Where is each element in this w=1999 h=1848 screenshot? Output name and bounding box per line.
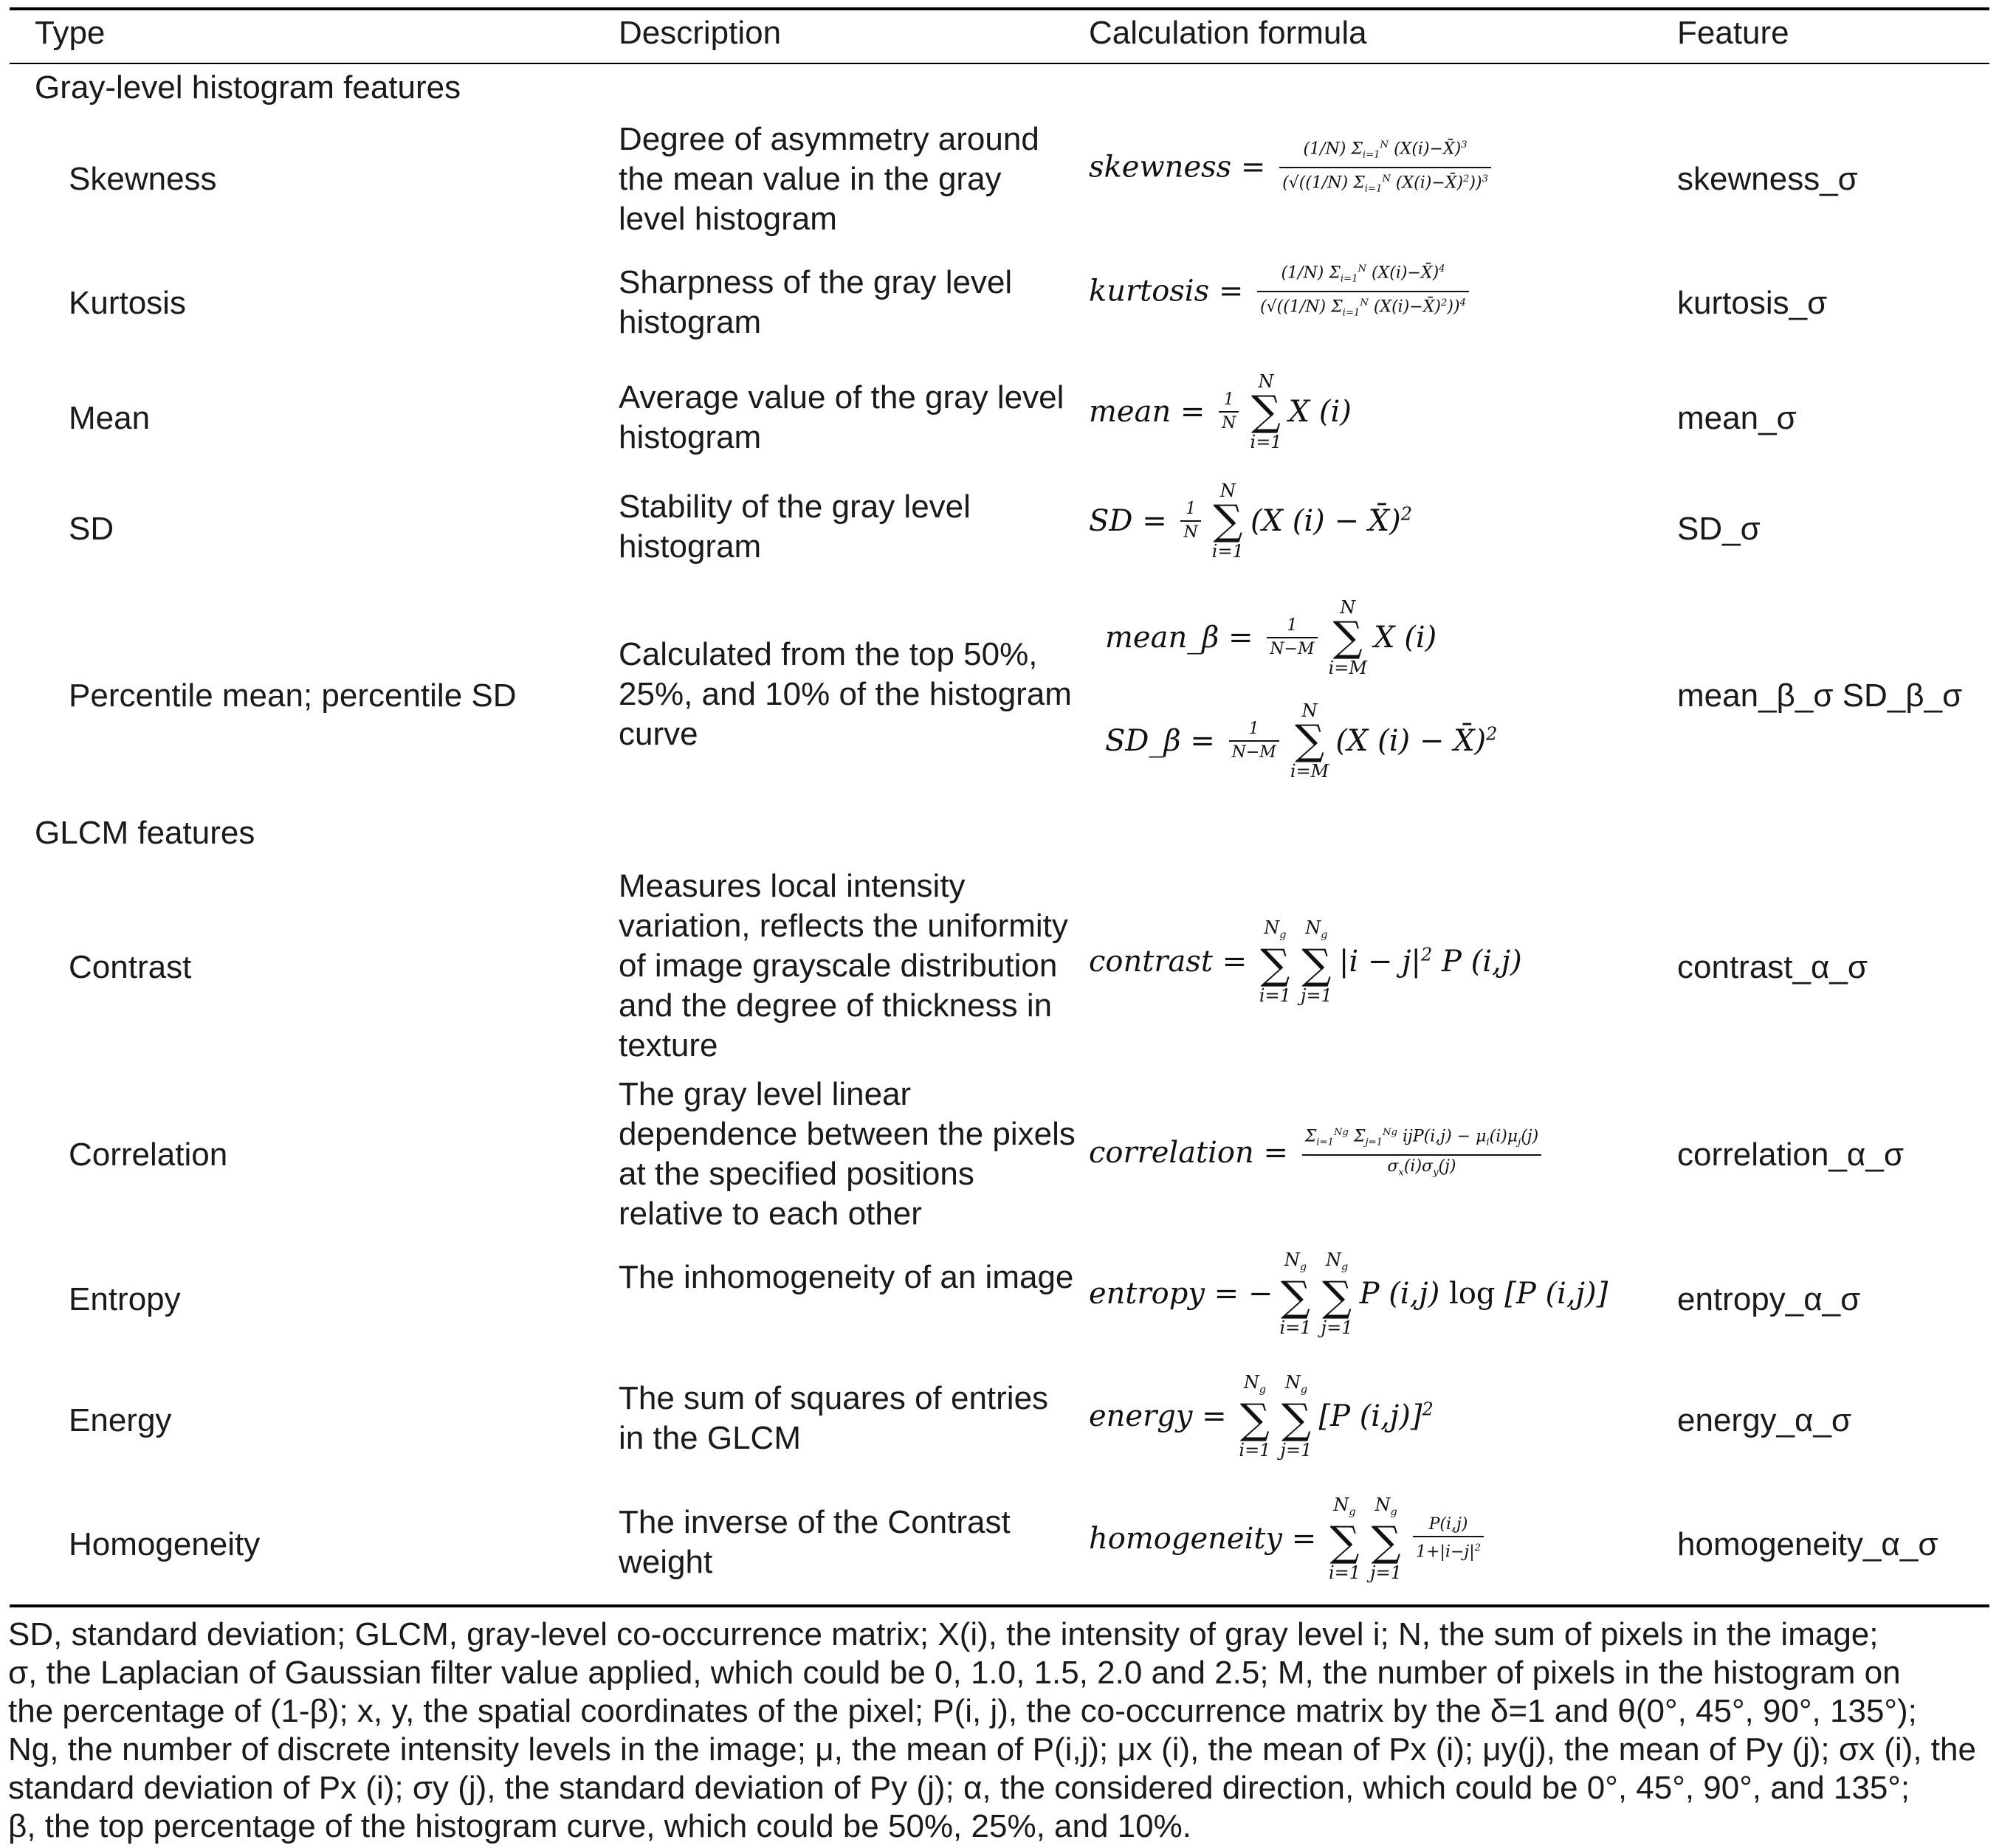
description-cell: The inverse of the Contrast weight [619,1504,1011,1580]
formula-mean-beta: mean_β = $\frac{1}{N-M}$ N ∑ i=M X (i) [1105,597,1437,678]
feature-cell: contrast_α_σ [1677,949,1868,985]
feature-cell: kurtosis_σ [1677,285,1828,321]
feature-cell: skewness_σ [1677,161,1858,197]
header-description: Description [619,15,782,51]
type-cell: Kurtosis [69,285,186,321]
type-cell: Homogeneity [69,1526,261,1562]
feature-cell: correlation_α_σ [1677,1137,1904,1173]
header-formula: Calculation formula [1089,15,1367,51]
description-cell: The inhomogeneity of an image [619,1259,1074,1295]
type-cell: Percentile mean; percentile SD [69,678,517,714]
header-feature: Feature [1677,15,1789,51]
formula-skewness: skewness = $\frac{(1/N) \Sigma_{i=1}^N (X(i)-X̄)^3}{(√((1/N) \Sigma_{i=1}^N (X(i)-X̄)^2))^3}$ [1089,134,1496,200]
type-cell: Mean [69,400,151,436]
formula-energy: energy = $N_g$ ∑ i=1 $N_g$ ∑ j=1 [P (i,j)]$^2$ [1089,1372,1434,1461]
feature-cell: entropy_α_σ [1677,1281,1861,1317]
description-cell: Calculated from the top 50%, 25%, and 10% of the histogram curve [619,636,1072,752]
formula-entropy: entropy = − $N_g$ ∑ i=1 $N_g$ ∑ j=1 P (i,j) log [P (i,j)] [1089,1249,1609,1338]
description-cell: Measures local intensity variation, reflects the uniformity of image grayscale distribution and the degree of thickness in texture [619,868,1068,1063]
formula-homogeneity: homogeneity = $N_g$ ∑ i=1 $N_g$ ∑ j=1 $\frac{P(i,j)}{1+|i-j|^2}$ [1089,1495,1488,1582]
description-cell: The gray level linear dependence between the pixels at the specified positions relative to each other [619,1076,1076,1232]
formula-contrast: contrast = $N_g$ ∑ i=1 $N_g$ ∑ j=1 $|i - j|^2$ P (i,j) [1089,917,1522,1006]
type-cell: Energy [69,1402,172,1438]
feature-cell: homogeneity_α_σ [1677,1526,1938,1562]
formula-sd-beta: SD_β = $\frac{1}{N-M}$ N ∑ i=M (X (i) − X̄)$^2$ [1105,700,1498,782]
description-cell: Sharpness of the gray level histogram [619,264,1013,340]
formula-kurtosis: kurtosis = $\frac{(1/N) \Sigma_{i=1}^N (X(i)-X̄)^4}{(√((1/N) \Sigma_{i=1}^N (X(i)-X̄)^2))^4}$ [1089,258,1473,324]
type-cell: Contrast [69,949,192,985]
type-cell: SD [69,511,114,547]
header-rule [10,63,1989,64]
feature-cell: energy_α_σ [1677,1402,1852,1438]
description-cell: The sum of squares of entries in the GLCM [619,1380,1049,1456]
feature-cell: SD_σ [1677,511,1761,547]
bottom-rule [10,1604,1989,1607]
type-cell: Skewness [69,161,217,197]
footnote-line: SD, standard deviation; GLCM, gray-level co-occurrence matrix; X(i), the intensity of gray level i; N, the sum of pixels in the image; [8,1616,1879,1652]
footnote-line: Ng, the number of discrete intensity levels in the image; μ, the mean of P(i,j); μx (i), the mean of Px (i); μy(j), the mean of Py (j); σx (i), the [8,1731,1976,1768]
description-cell: Average value of the gray level histogram [619,379,1064,455]
footnote-line: standard deviation of Px (i); σy (j), the standard deviation of Py (j); α, the considered direction, which could be 0°, 45°, 90°, and 135°; [8,1770,1910,1806]
section-title-glcm: GLCM features [35,815,255,851]
top-rule [10,7,1989,10]
footnote-line: β, the top percentage of the histogram curve, which could be 50%, 25%, and 10%. [8,1808,1191,1844]
formula-sd: SD = $\frac{1}{N}$ N ∑ i=1 (X (i) − X̄)$^2$ [1089,480,1413,562]
header-type: Type [35,15,106,51]
footnote-line: σ, the Laplacian of Gaussian filter value applied, which could be 0, 1.0, 1.5, 2.0 and 2.5; M, the number of pixels in the histogram on [8,1655,1901,1691]
feature-cell: mean_σ [1677,400,1797,436]
description-cell: Degree of asymmetry around the mean value in the gray level histogram [619,121,1039,237]
formula-correlation: correlation = $\frac{\Sigma_{i=1}^{Ng} \Sigma_{j=1}^{Ng} ijP(i,j) - \mu_i(i)\mu_j(j)}{\sigma_x(i)\sigma_y(j)}$ [1089,1122,1546,1184]
feature-cell: mean_β_σ SD_β_σ [1677,678,1963,714]
formula-mean: mean = $\frac{1}{N}$ N ∑ i=1 X (i) [1089,371,1352,452]
type-cell: Entropy [69,1281,181,1317]
footnote-line: the percentage of (1-β); x, y, the spatial coordinates of the pixel; P(i, j), the co-occurrence matrix by the δ=1 and θ(0°, 45°, 90°, 135°); [8,1693,1917,1729]
section-title-histogram: Gray-level histogram features [35,69,461,106]
type-cell: Correlation [69,1137,228,1173]
description-cell: Stability of the gray level histogram [619,489,971,565]
